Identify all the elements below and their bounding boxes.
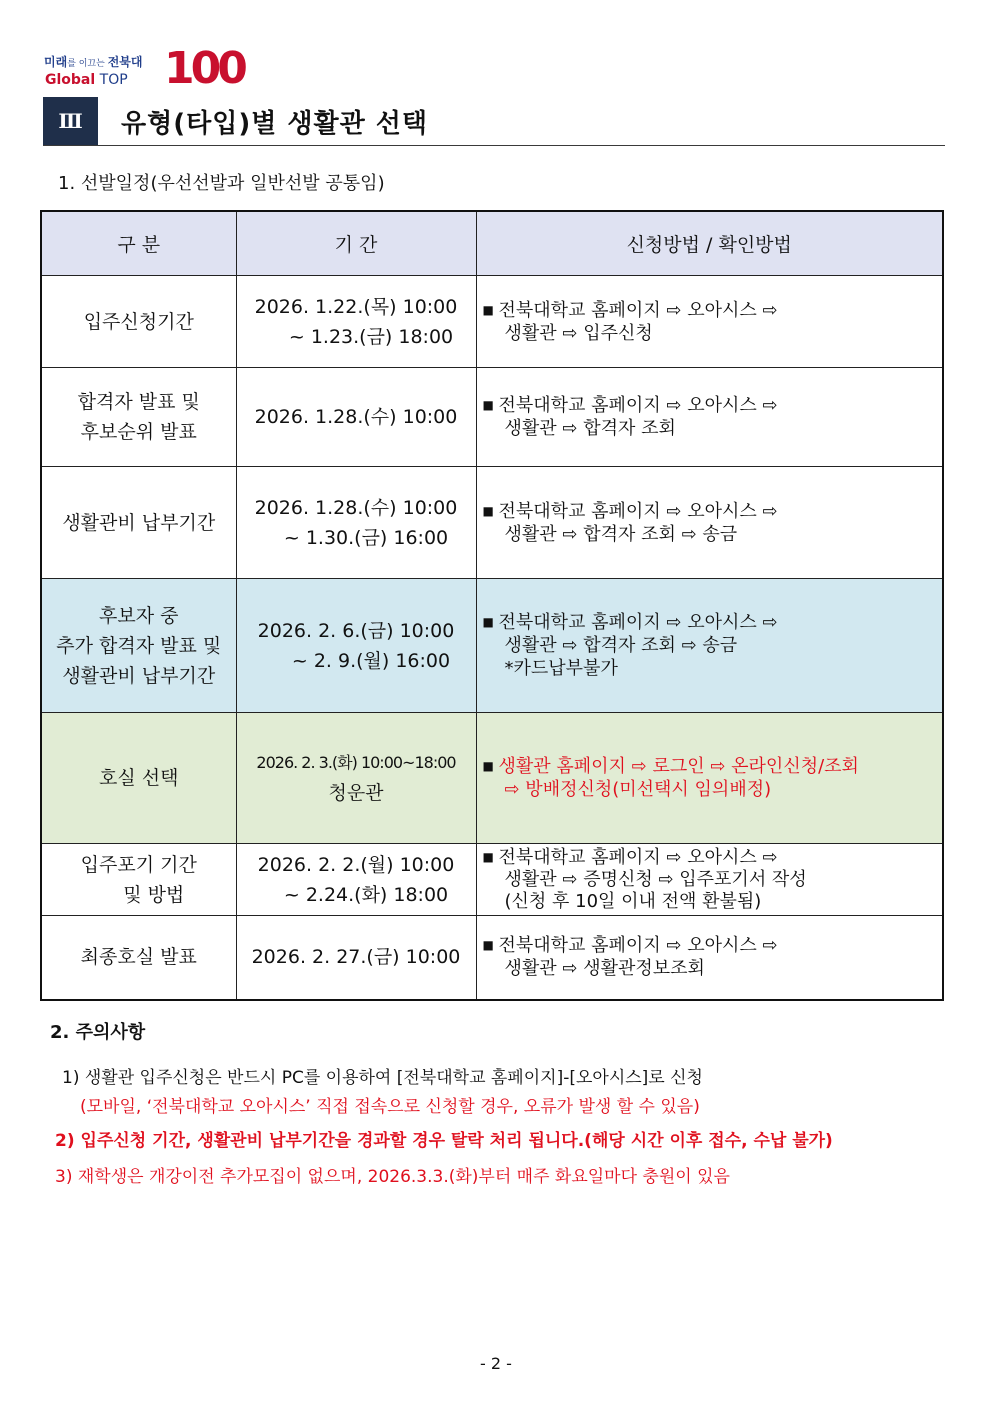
row-method: ■ 전북대학교 홈페이지 ⇨ 오아시스 ⇨ 생활관 ⇨ 합격자 조회 ⇨ 송금 [476, 467, 943, 579]
row-method: ■ 전북대학교 홈페이지 ⇨ 오아시스 ⇨ 생활관 ⇨ 합격자 조회 ⇨ 송금 *카드납부불가 [476, 579, 943, 713]
row-period: 2026. 1.28.(수) 10:00 ~ 1.30.(금) 16:00 [236, 467, 476, 579]
note-2: 2) 입주신청 기간, 생활관비 납부기간을 경과할 경우 탈락 처리 됩니다.(해당 시간 이후 접수, 수납 불가) [55, 1131, 833, 1151]
row-category: 호실 선택 [41, 713, 236, 844]
logo-global-top: Global TOP [45, 72, 128, 88]
section-numeral: Ⅲ [43, 97, 98, 145]
row-period: 2026. 1.22.(목) 10:00 ~ 1.23.(금) 18:00 [236, 276, 476, 368]
header-category: 구 분 [41, 211, 236, 276]
table-row [41, 713, 943, 844]
note-1: 1) 생활관 입주신청은 반드시 PC를 이용하여 [전북대학교 홈페이지]-[오아시스]로 신청 [62, 1068, 703, 1088]
page-number: - 2 - [480, 1354, 512, 1373]
logo-slogan: 미래를 이끄는 전북대 [44, 55, 143, 69]
row-period: 2026. 2. 3.(화) 10:00~18:00 청운관 [236, 713, 476, 844]
note-3: 3) 재학생은 개강이전 추가모집이 없으며, 2026.3.3.(화)부터 매주 화요일마다 충원이 있음 [55, 1167, 730, 1187]
row-method: ■ 생활관 홈페이지 ⇨ 로그인 ⇨ 온라인신청/조회 ⇨ 방배정신청(미선택시 임의배정) [476, 713, 943, 844]
row-category: 합격자 발표 및 후보순위 발표 [41, 368, 236, 467]
table-row [41, 368, 943, 467]
row-method: ■ 전북대학교 홈페이지 ⇨ 오아시스 ⇨ 생활관 ⇨ 합격자 조회 [476, 368, 943, 467]
bullet-icon: ■ [482, 302, 494, 317]
table-header-row [41, 211, 943, 276]
notes-title: 2. 주의사항 [50, 1022, 146, 1043]
row-period: 2026. 1.28.(수) 10:00 [236, 368, 476, 467]
row-period: 2026. 2. 6.(금) 10:00 ~ 2. 9.(월) 16:00 [236, 579, 476, 713]
header-period: 기 간 [236, 211, 476, 276]
schedule-table [40, 210, 944, 1001]
row-category: 입주포기 기간 및 방법 [41, 844, 236, 916]
row-period: 2026. 2. 2.(월) 10:00 ~ 2.24.(화) 18:00 [236, 844, 476, 916]
section-title: 유형(타입)별 생활관 선택 [121, 109, 429, 139]
section-header [43, 97, 945, 146]
subsection-title: 1. 선발일정(우선선발과 일반선발 공통임) [58, 173, 385, 194]
bullet-icon: ■ [482, 759, 494, 773]
row-period: 2026. 2. 27.(금) 10:00 [236, 916, 476, 1000]
logo-100: 100 [164, 43, 244, 94]
header-method: 신청방법 / 확인방법 [476, 211, 943, 276]
table-row [41, 916, 943, 1000]
table-row [41, 844, 943, 916]
table-row [41, 579, 943, 713]
bullet-icon: ■ [482, 615, 494, 629]
row-method: ■ 전북대학교 홈페이지 ⇨ 오아시스 ⇨ 생활관 ⇨ 입주신청 [476, 276, 943, 368]
row-category: 최종호실 발표 [41, 916, 236, 1000]
table-row [41, 467, 943, 579]
row-category: 생활관비 납부기간 [41, 467, 236, 579]
bullet-icon: ■ [482, 938, 494, 953]
row-method: ■ 전북대학교 홈페이지 ⇨ 오아시스 ⇨ 생활관 ⇨ 증명신청 ⇨ 입주포기서 작성 (신청 후 10일 이내 전액 환불됨) [476, 844, 943, 916]
logo [40, 43, 244, 94]
bullet-icon: ■ [482, 503, 494, 518]
row-method: ■ 전북대학교 홈페이지 ⇨ 오아시스 ⇨ 생활관 ⇨ 생활관정보조회 [476, 916, 943, 1000]
row-category: 입주신청기간 [41, 276, 236, 368]
bullet-icon: ■ [482, 398, 494, 412]
table-row [41, 276, 943, 368]
note-1-detail: (모바일, ‘전북대학교 오아시스’ 직접 접속으로 신청할 경우, 오류가 발생 할 수 있음) [80, 1097, 700, 1117]
row-category: 후보자 중 추가 합격자 발표 및 생활관비 납부기간 [41, 579, 236, 713]
bullet-icon: ■ [482, 850, 494, 864]
